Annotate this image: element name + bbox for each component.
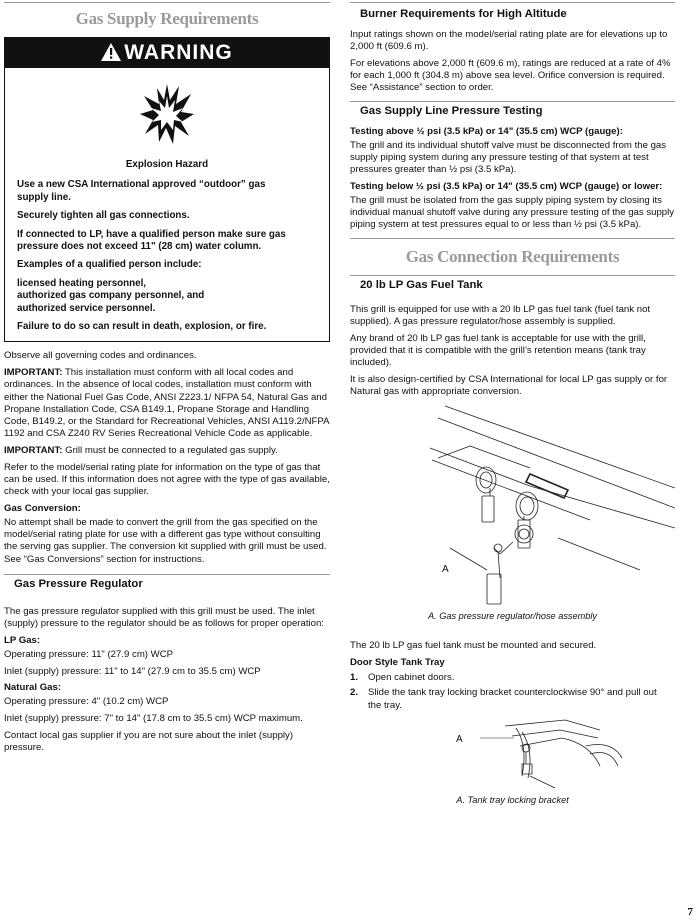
warning-header — [5, 38, 329, 68]
warning-item: Securely tighten all gas connections. — [17, 210, 190, 222]
explosion-icon — [5, 68, 329, 159]
refer-text: Refer to the model/serial rating plate for information on the type of gas that can be used. If this information does not agree with the type of gas available, check with your local gas supplier. — [4, 461, 330, 497]
ng-operating: Operating pressure: 4" (10.2 cm) WCP — [4, 696, 169, 708]
door-tray-heading: Door Style Tank Tray — [350, 656, 445, 668]
tank-text: This grill is equipped for use with a 20 lb LP gas fuel tank (fuel tank not supplied). A gas pressure regulator/hose assembly is supplied. — [350, 303, 651, 327]
regulator-hose-illustration — [350, 398, 675, 608]
warning-item: licensed heating personnel, authorized gas company personnel, and authorized service personnel. — [17, 277, 205, 314]
test-below-heading: Testing below ½ psi (3.5 kPa) or 14" (35.5 cm) WCP (gauge) or lower: — [350, 180, 663, 192]
warning-label: WARNING — [124, 41, 233, 64]
figure-caption: A. Tank tray locking bracket — [456, 794, 569, 805]
tank-text: It is also design-certified by CSA International for local LP gas supply or for Natural gas with appropriate conversion. — [350, 373, 668, 397]
tank-heading: 20 lb LP Gas Fuel Tank — [350, 275, 675, 304]
altitude-text: For elevations above 2,000 ft (609.6 m), ratings are reduced at a rate of 4% for each 1,000 ft (304.8 m) above sea level. Orifice conversion is required. See “Assistance” section to order. — [350, 57, 671, 94]
gas-supply-title: Gas Supply Requirements — [75, 9, 259, 28]
connection-title: Gas Connection Requirements — [405, 246, 620, 266]
figure-caption: A. Gas pressure regulator/hose assembly — [427, 611, 598, 622]
lp-inlet: Inlet (supply) pressure: 11" to 14" (27.9 cm to 35.5 cm) WCP — [4, 665, 261, 677]
gas-conversion-text: No attempt shall be made to convert the grill from the gas specified on the model/serial rating plate for use with a different gas type without consulting the serving gas supplier. The conversion kit supplied with grill must be used. See “Gas Conversions” section for instructions. — [4, 516, 327, 565]
important-paragraph: IMPORTANT: This installation must conform with all local codes and ordinances. In the absence of local codes, installation must conform with either the National Fuel Gas Code, ANSI Z223.1/ NFPA 54, Natural Gas and Propane Installation Code, CSA B149.1, Propane Storage and Handling Code, B149.2, or the Standard for Recreational Vehicles, ANSI A119.2/NFPA 1192 and CSA Z240 RV Series Recreational Vehicle Code as applicable. — [4, 367, 329, 440]
left-column — [4, 0, 330, 759]
tank-tray-illustration — [350, 716, 675, 794]
altitude-heading: Burner Requirements for High Altitude — [350, 2, 675, 29]
lp-gas-heading: LP Gas: — [4, 634, 41, 646]
list-item: 1. Open cabinet doors. — [350, 672, 455, 684]
warning-box — [4, 37, 330, 342]
important-paragraph: IMPORTANT: Grill must be connected to a regulated gas supply. — [4, 444, 278, 456]
page-number: 7 — [687, 906, 693, 918]
contact-text: Contact local gas supplier if you are not sure about the inlet (supply) pressure. — [4, 729, 294, 754]
regulator-heading: Gas Pressure Regulator — [4, 574, 330, 596]
warning-triangle-icon — [101, 40, 121, 70]
test-below-text: The grill must be isolated from the gas supply piping system by closing its individual manual shutoff valve during any pressure testing of the gas supply piping system at test pressures equal to or less than ½ psi (3.5 kPa). — [350, 195, 675, 231]
warning-item: Failure to do so can result in death, explosion, or fire. — [17, 321, 267, 333]
test-above-text: The grill and its individual shutoff valve must be disconnected from the gas supply piping system during any pressure testing of that system at test pressures greater than ½ psi (3.5 kPa). — [350, 139, 667, 176]
altitude-text: Input ratings shown on the model/serial rating plate are for elevations up to 2,000 ft (609.6 m). — [350, 29, 668, 53]
warning-item: Examples of a qualified person include: — [17, 259, 202, 271]
tank-tray-figure — [350, 716, 675, 794]
regulator-hose-figure — [350, 398, 675, 608]
lp-operating: Operating pressure: 11" (27.9 cm) WCP — [4, 648, 174, 660]
gas-conversion-heading: Gas Conversion: — [4, 502, 81, 514]
list-item: 2. Slide the tank tray locking bracket counterclockwise 90° and pull out the tray. — [350, 687, 657, 711]
ng-inlet: Inlet (supply) pressure: 7" to 14" (17.8 cm to 35.5 cm) WCP maximum. — [4, 713, 303, 725]
figure-label-a: A — [442, 564, 449, 576]
tank-text: Any brand of 20 lb LP gas fuel tank is acceptable for use with the grill, provided that it is compatible with the grill’s retention means (tank tray included). — [350, 332, 646, 368]
test-above-heading: Testing above ½ psi (3.5 kPa) or 14" (35.5 cm) WCP (gauge): — [350, 125, 623, 137]
line-test-heading: Gas Supply Line Pressure Testing — [350, 101, 675, 126]
observe-text: Observe all governing codes and ordinances. — [4, 350, 197, 362]
warning-item: If connected to LP, have a qualified person make sure gas pressure does not exceed 11" (28 cm) water column. — [17, 228, 286, 253]
figure-label-a: A — [456, 733, 463, 745]
mounted-text: The 20 lb LP gas fuel tank must be mounted and secured. — [350, 640, 597, 652]
natural-gas-heading: Natural Gas: — [4, 682, 62, 694]
warning-item: Use a new CSA International approved “outdoor” gas supply line. — [17, 179, 266, 203]
hazard-title: Explosion Hazard — [125, 159, 209, 170]
regulator-text: The gas pressure regulator supplied with this grill must be used. The inlet (supply) pressure to the regulator should be as follows for proper operation: — [4, 605, 324, 629]
right-column — [350, 0, 675, 806]
